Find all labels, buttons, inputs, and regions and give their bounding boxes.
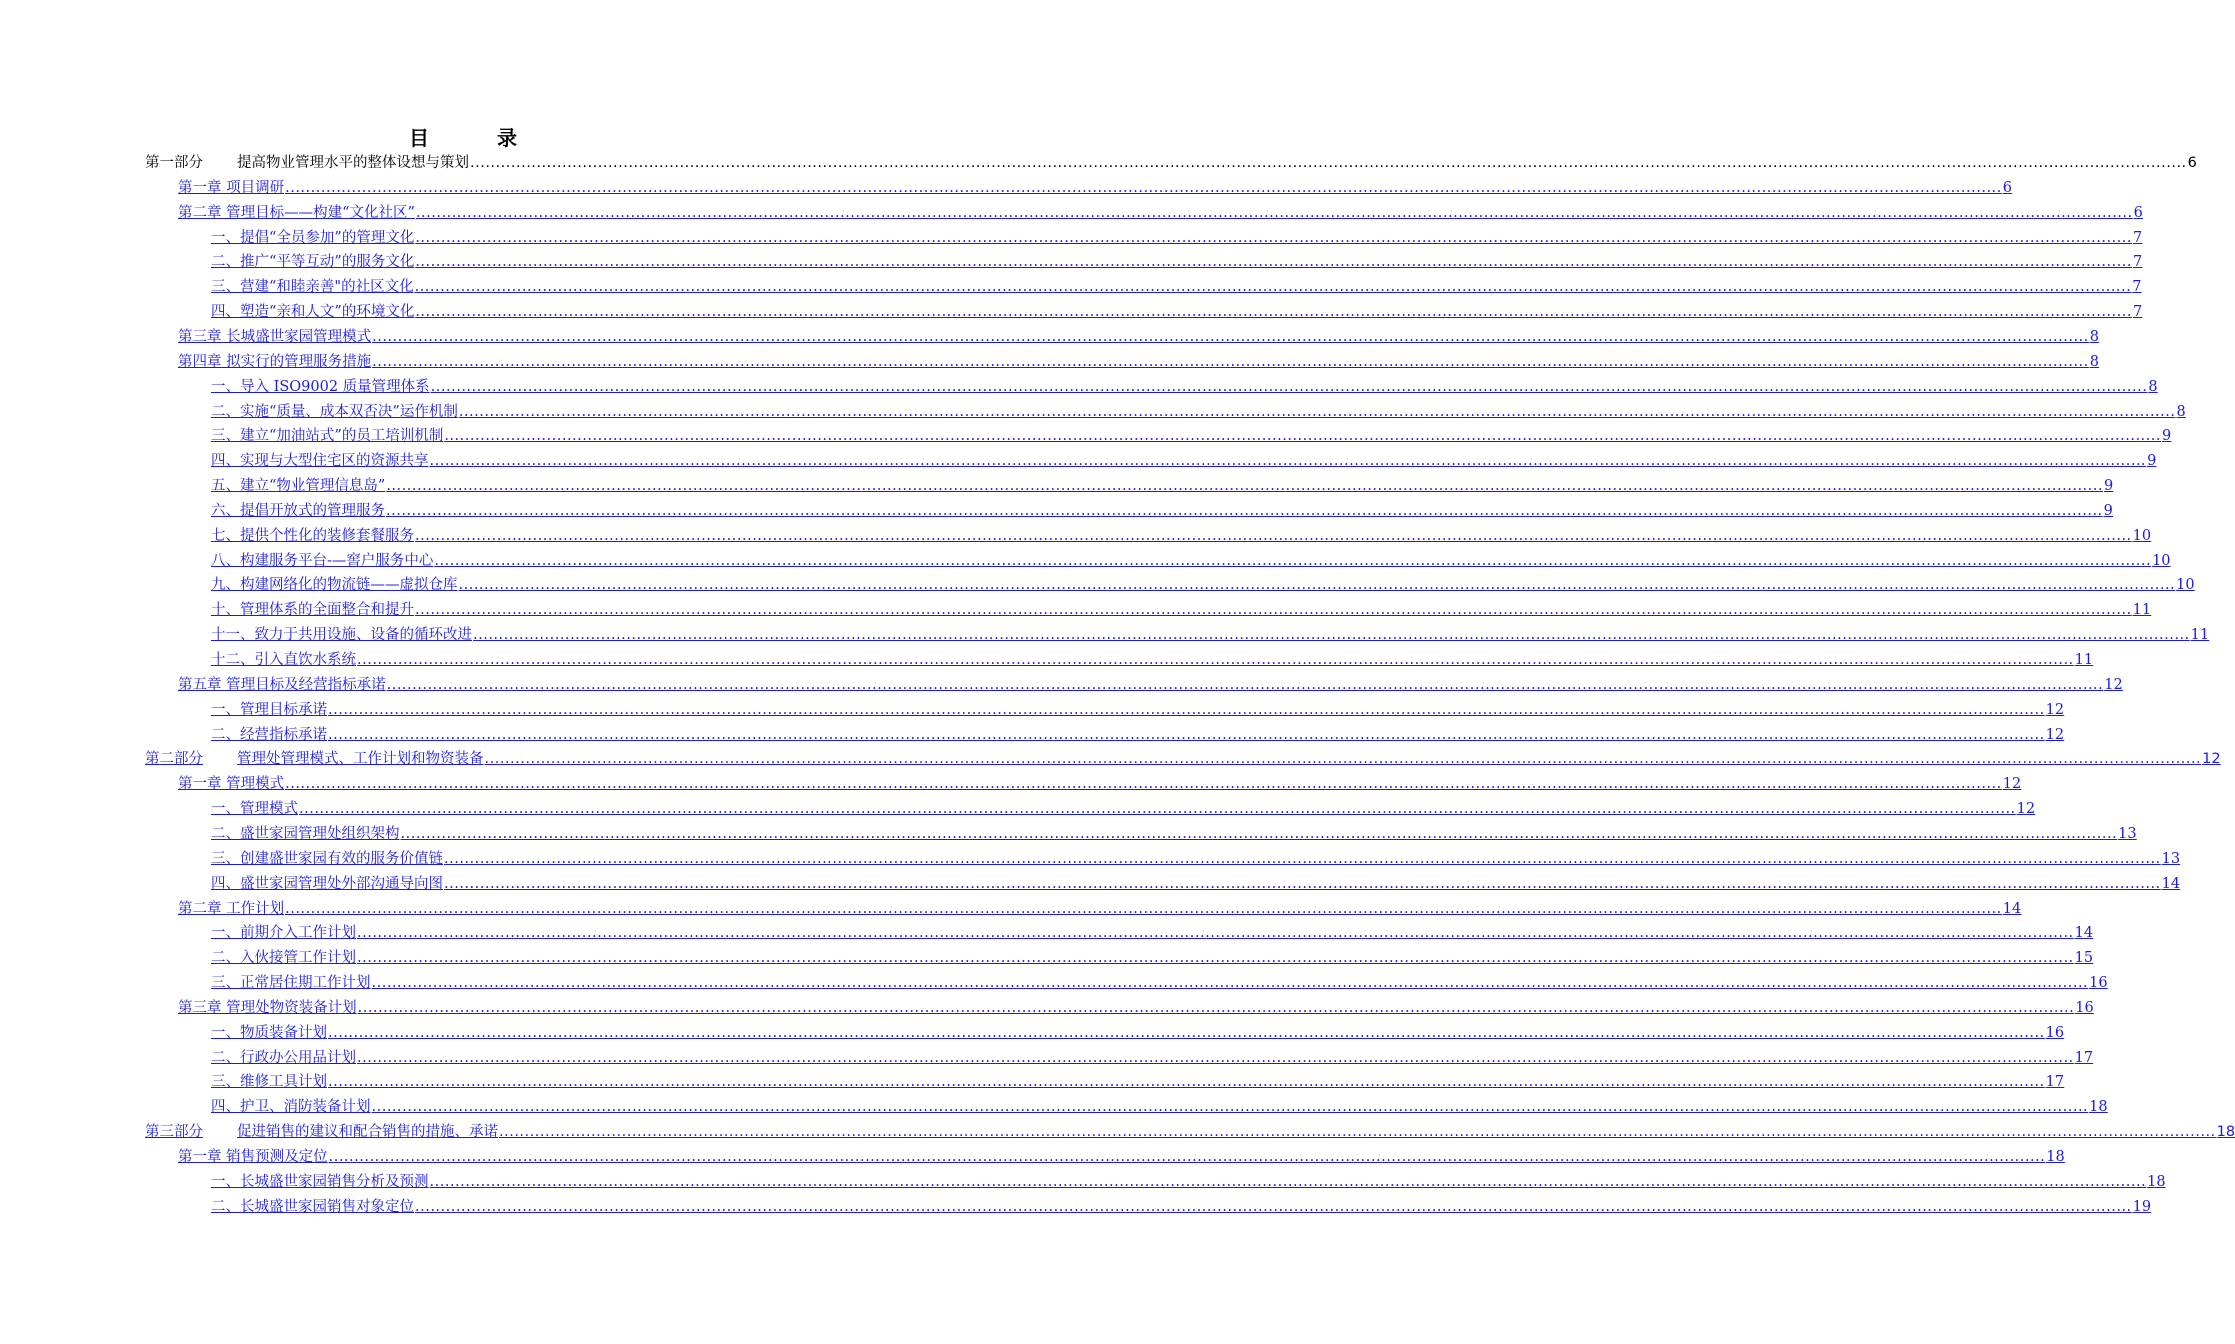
toc-page-number: 14 [2074,925,2094,942]
toc-page-number: 16 [2089,975,2108,992]
toc-page-number: 8 [2176,403,2186,420]
toc-leader-dots: ................................................................................................................................................................................................................................................................................................................................................ [415,204,2133,221]
toc-chapter-entry[interactable] [178,771,2022,793]
toc-entry-label: 四、塑造“亲和人文”的环境文化 [211,304,415,321]
toc-leader-dots: ................................................................................................................................................................................................................................................................................................................................................ [328,1074,2045,1091]
toc-page-number: 10 [2132,527,2152,544]
toc-page-number: 9 [2104,478,2114,495]
toc-page-number: 6 [2133,204,2143,221]
toc-entry-label: 第二章 工作计划 [178,900,285,917]
toc-chapter-entry[interactable] [178,1144,2065,1166]
toc-page-number: 12 [2104,676,2123,693]
toc-section-entry[interactable] [211,821,2137,843]
toc-entry-label: 四、盛世家园管理处外部沟通导向图 [211,875,443,892]
toc-section-entry[interactable] [211,597,2152,619]
toc-page-number: 15 [2074,950,2094,967]
toc-entry-label: 十一、致力于共用设施、设备的循环改进 [211,627,472,644]
toc-page-number: 18 [2216,1124,2235,1141]
toc-leader-dots: ................................................................................................................................................................................................................................................................................................................................................ [357,950,2074,967]
toc-section-entry[interactable] [211,970,2108,992]
toc-entry-label: 二、经营指标承诺 [211,726,327,743]
toc-section-entry[interactable] [211,722,2065,744]
toc-entry-label: 一、提倡“全员参加”的管理文化 [211,229,415,246]
toc-page-number: 8 [2089,353,2100,370]
toc-entry-label [145,750,484,768]
toc-entry-label: 第一章 管理模式 [178,776,285,793]
toc-page-number: 9 [2147,453,2157,470]
toc-entry-label: 十二、引入直饮水系统 [211,652,356,668]
toc-entry-label: 一、物质装备计划 [211,1024,327,1041]
toc-page-number: 6 [2187,155,2197,171]
toc-part-number: 第二部分 [145,751,203,768]
toc-chapter-entry[interactable] [178,349,2100,371]
toc-section-entry[interactable] [211,572,2195,594]
toc-leader-dots: ................................................................................................................................................................................................................................................................................................................................................ [328,701,2045,718]
toc-leader-dots: ................................................................................................................................................................................................................................................................................................................................................ [470,155,2187,171]
toc-entry-label [145,154,469,172]
toc-section-entry[interactable] [211,448,2157,470]
toc-leader-dots: ................................................................................................................................................................................................................................................................................................................................................ [400,825,2118,842]
toc-section-entry[interactable] [211,1094,2108,1116]
toc-page-number: 18 [2089,1099,2108,1116]
toc-entry-label: 第四章 拟实行的管理服务措施 [178,353,372,370]
toc-leader-dots: ................................................................................................................................................................................................................................................................................................................................................ [357,652,2074,668]
toc-section-entry[interactable] [211,1069,2065,1091]
toc-entry-label: 七、提供个性化的装修套餐服务 [211,527,414,544]
toc-section-entry[interactable] [211,796,2036,818]
toc-leader-dots: ................................................................................................................................................................................................................................................................................................................................................ [415,1198,2132,1215]
toc-leader-dots: ................................................................................................................................................................................................................................................................................................................................................ [458,577,2176,594]
toc-page-number: 14 [2161,875,2181,892]
toc-page-number: 12 [2002,776,2022,793]
toc-entry-label: 二、推广“平等互动”的服务文化 [211,254,415,271]
toc-page-number: 9 [2162,428,2172,445]
toc-page-number: 8 [2148,378,2158,395]
toc-entry-label: 第一章 项目调研 [178,179,285,196]
toc-section-entry[interactable] [211,423,2172,445]
toc-page-number: 13 [2161,850,2181,867]
toc-section-entry[interactable] [211,697,2065,719]
toc-part-entry [145,150,2197,172]
toc-leader-dots: ................................................................................................................................................................................................................................................................................................................................................ [430,378,2148,395]
toc-section-entry[interactable] [211,225,2143,247]
toc-entry-label: 一、导入 ISO9002 质量管理体系 [211,378,430,395]
toc-entry-label: 第五章 管理目标及经营指标承诺 [178,676,386,693]
toc-section-entry[interactable] [211,548,2171,570]
toc-leader-dots: ................................................................................................................................................................................................................................................................................................................................................ [444,850,2161,867]
toc-entry-label: 五、建立“物业管理信息岛” [211,478,386,495]
toc-section-entry[interactable] [211,249,2143,271]
toc-leader-dots: ................................................................................................................................................................................................................................................................................................................................................ [328,1149,2046,1165]
toc-section-entry[interactable] [211,945,2094,967]
toc-leader-dots: ................................................................................................................................................................................................................................................................................................................................................ [415,229,2132,246]
toc-section-entry[interactable] [211,274,2142,296]
toc-leader-dots: ................................................................................................................................................................................................................................................................................................................................................ [328,1024,2045,1041]
toc-leader-dots: ................................................................................................................................................................................................................................................................................................................................................ [386,478,2103,495]
toc-leader-dots: ................................................................................................................................................................................................................................................................................................................................................ [415,304,2132,321]
toc-leader-dots: ................................................................................................................................................................................................................................................................................................................................................ [299,801,2016,818]
toc-section-entry[interactable] [211,1194,2152,1216]
toc-leader-dots: ................................................................................................................................................................................................................................................................................................................................................ [357,925,2074,942]
toc-section-entry[interactable] [211,1020,2065,1042]
toc-entry-label: 三、营建“和睦亲善"的社区文化 [211,279,414,296]
toc-page-number: 9 [2103,502,2113,519]
toc-leader-dots: ................................................................................................................................................................................................................................................................................................................................................ [357,999,2075,1016]
toc-section-entry[interactable] [211,846,2181,868]
toc-entry-label: 二、长城盛世家园销售对象定位 [211,1198,414,1215]
toc-page-number: 16 [2045,1024,2065,1041]
toc-entry-label: 四、护卫、消防装备计划 [211,1099,371,1116]
toc-entry-label: 八、构建服务平台-—窖户服务中心 [211,552,434,569]
toc-chapter-entry[interactable] [178,175,2013,197]
toc-entry-label: 二、入伙接管工作计划 [211,950,356,967]
toc-page-number: 18 [2046,1149,2065,1165]
toc-entry-label: 九、构建网络化的物流链——虚拟仓库 [211,577,458,594]
toc-page-number: 11 [2132,602,2152,619]
toc-entry-label: 十、管理体系的全面整合和提升 [211,602,414,619]
toc-section-entry[interactable] [211,920,2094,942]
toc-section-entry[interactable] [211,523,2152,545]
toc-chapter-entry[interactable] [178,672,2123,694]
toc-leader-dots: ................................................................................................................................................................................................................................................................................................................................................ [484,751,2202,768]
toc-entry-label: 一、管理目标承诺 [211,701,327,718]
toc-section-entry[interactable] [211,498,2113,520]
toc-entry-label [145,1123,498,1141]
toc-section-entry[interactable] [211,647,2094,669]
toc-leader-dots: ................................................................................................................................................................................................................................................................................................................................................ [429,1173,2147,1190]
toc-page-number: 19 [2132,1198,2152,1215]
toc-page-number: 12 [2045,726,2065,743]
toc-leader-dots: ................................................................................................................................................................................................................................................................................................................................................ [414,279,2132,296]
toc-section-entry[interactable] [211,1169,2166,1191]
toc-page-number: 12 [2045,701,2065,718]
toc-section-entry[interactable] [211,399,2186,421]
toc-entry-label: 一、前期介入工作计划 [211,925,356,942]
toc-leader-dots: ................................................................................................................................................................................................................................................................................................................................................ [372,353,2089,370]
toc-leader-dots: ................................................................................................................................................................................................................................................................................................................................................ [429,453,2147,470]
toc-entry-label: 一、长城盛世家园销售分析及预测 [211,1173,429,1190]
toc-entry-label: 六、提倡开放式的管理服务 [211,502,385,519]
toc-leader-dots: ................................................................................................................................................................................................................................................................................................................................................ [328,726,2045,743]
toc-leader-dots: ................................................................................................................................................................................................................................................................................................................................................ [285,776,2002,793]
toc-entry-label: 第三章 长城盛世家园管理模式 [178,328,372,345]
toc-page-number: 17 [2045,1074,2065,1091]
toc-section-entry[interactable] [211,871,2181,893]
toc-section-entry[interactable] [211,622,2210,644]
toc-section-entry[interactable] [211,1045,2094,1067]
toc-entry-label: 第一章 销售预测及定位 [178,1149,328,1165]
toc-page-number: 6 [2002,179,2013,196]
toc-page-number: 7 [2132,279,2142,296]
toc-leader-dots: ................................................................................................................................................................................................................................................................................................................................................ [386,676,2104,693]
toc-leader-dots: ................................................................................................................................................................................................................................................................................................................................................ [372,328,2089,345]
toc-entry-label: 一、管理模式 [211,801,298,818]
toc-leader-dots: ................................................................................................................................................................................................................................................................................................................................................ [285,900,2002,917]
toc-entry-label: 二、盛世家园管理处组织架构 [211,825,400,842]
toc-page-number: 7 [2133,304,2143,321]
toc-page-number: 12 [2016,801,2036,818]
toc-entry-label: 三、创建盛世家园有效的服务价值链 [211,850,443,867]
toc-entry-label: 第二章 管理目标——构建“文化社区” [178,204,415,221]
toc-leader-dots: ................................................................................................................................................................................................................................................................................................................................................ [444,875,2161,892]
toc-page-number: 7 [2133,254,2143,271]
toc-leader-dots: ................................................................................................................................................................................................................................................................................................................................................ [371,1099,2089,1116]
toc-leader-dots: ................................................................................................................................................................................................................................................................................................................................................ [415,527,2132,544]
toc-leader-dots: ................................................................................................................................................................................................................................................................................................................................................ [386,502,2103,519]
toc-leader-dots: ................................................................................................................................................................................................................................................................................................................................................ [357,1049,2074,1066]
toc-page-number: 7 [2133,229,2143,246]
toc-title: 目 录 [409,126,541,150]
toc-chapter-entry[interactable] [178,896,2022,918]
toc-page-number: 12 [2202,751,2221,768]
toc-part-number: 第一部分 [145,155,203,171]
toc-entry-label: 二、实施“质量、成本双否决”运作机制 [211,403,458,420]
toc-leader-dots: ................................................................................................................................................................................................................................................................................................................................................ [415,602,2132,619]
toc-page-number: 8 [2089,328,2100,345]
toc-part-title: 管理处管理模式、工作计划和物资装备 [237,751,484,768]
toc-chapter-entry[interactable] [178,200,2143,222]
toc-leader-dots: ................................................................................................................................................................................................................................................................................................................................................ [415,254,2132,271]
toc-page-number: 17 [2074,1049,2094,1066]
toc-chapter-entry[interactable] [178,995,2094,1017]
toc-leader-dots: ................................................................................................................................................................................................................................................................................................................................................ [499,1124,2216,1141]
toc-entry-label: 三、维修工具计划 [211,1074,327,1091]
toc-part-entry[interactable] [145,746,2221,768]
toc-section-entry[interactable] [211,299,2143,321]
toc-page-number: 16 [2075,999,2094,1016]
toc-chapter-entry[interactable] [178,324,2100,346]
toc-page-number: 10 [2176,577,2195,594]
toc-leader-dots: ................................................................................................................................................................................................................................................................................................................................................ [434,552,2152,569]
toc-page-number: 10 [2152,552,2171,569]
toc-page-number: 18 [2147,1173,2166,1190]
toc-leader-dots: ................................................................................................................................................................................................................................................................................................................................................ [285,179,2002,196]
toc-entry-label: 三、建立“加油站式”的员工培训机制 [211,428,444,445]
toc-entry-label: 第三章 管理处物资装备计划 [178,999,357,1016]
toc-leader-dots: ................................................................................................................................................................................................................................................................................................................................................ [371,975,2089,992]
toc-entry-label: 三、正常居住期工作计划 [211,975,371,992]
toc-section-entry[interactable] [211,374,2158,396]
toc-page-number: 14 [2002,900,2022,917]
toc-leader-dots: ................................................................................................................................................................................................................................................................................................................................................ [473,627,2190,644]
toc-entry-label: 四、实现与大型住宅区的资源共享 [211,453,429,470]
toc-part-title: 促进销售的建议和配合销售的措施、承诺 [237,1124,498,1141]
toc-part-number: 第三部分 [145,1124,203,1141]
toc-page-number: 13 [2118,825,2137,842]
toc-section-entry[interactable] [211,473,2114,495]
toc-page-number: 11 [2190,627,2210,644]
toc-page-number: 11 [2074,652,2094,668]
toc-entry-label: 二、行政办公用品计划 [211,1049,356,1066]
toc-part-title: 提高物业管理水平的整体设想与策划 [237,155,469,171]
toc-part-entry[interactable] [145,1119,2235,1141]
toc-leader-dots: ................................................................................................................................................................................................................................................................................................................................................ [458,403,2176,420]
toc-leader-dots: ................................................................................................................................................................................................................................................................................................................................................ [444,428,2161,445]
